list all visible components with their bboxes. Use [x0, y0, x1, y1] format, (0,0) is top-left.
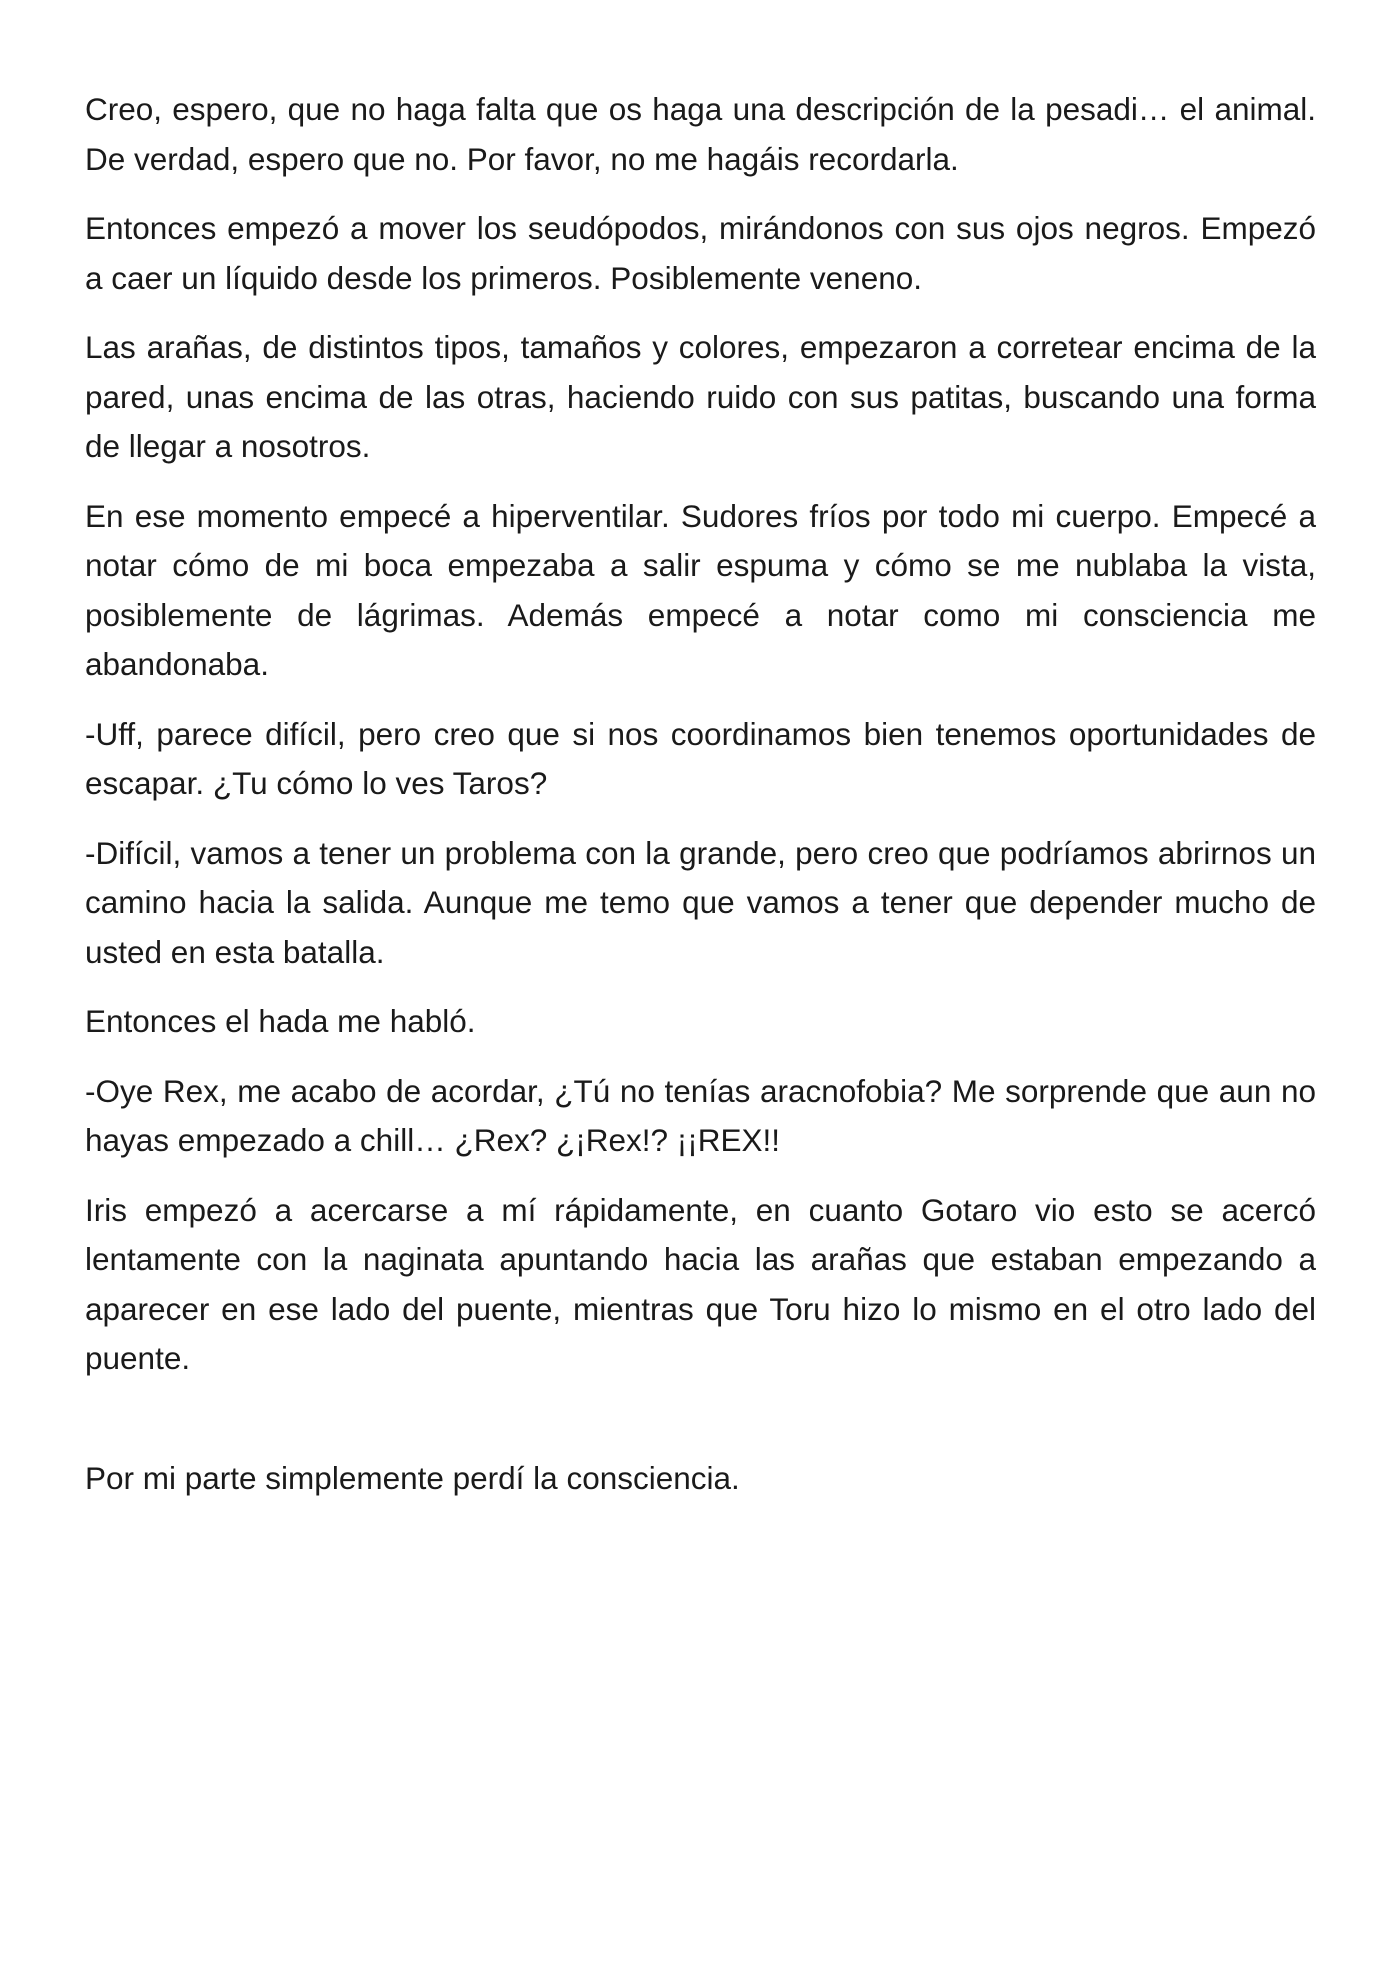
paragraph-8: -Oye Rex, me acabo de acordar, ¿Tú no tenías aracnofobia? Me sorprende que aun no hayas empezado a chill… ¿Rex? ¿¡Rex!? ¡¡REX!! — [85, 1072, 1316, 1158]
paragraph-5: -Uff, parece difícil, pero creo que si nos coordinamos bien tenemos oportunidades de escapar. ¿Tu cómo lo ves Taros? — [85, 715, 1316, 801]
paragraph-9: Iris empezó a acercarse a mí rápidamente, en cuanto Gotaro vio esto se acercó lentamente con la naginata apuntando hacia las arañas que estaban empezando a aparecer en ese lado del puente, mientras que Toru hizo lo mismo en el otro lado del puente. — [85, 1191, 1316, 1376]
paragraph-6: -Difícil, vamos a tener un problema con la grande, pero creo que podríamos abrirnos un camino hacia la salida. Aunque me temo que vamos a tener que depender mucho de usted en esta batalla. — [85, 834, 1316, 970]
paragraph-10: Por mi parte simplemente perdí la consciencia. — [85, 1459, 740, 1496]
paragraph-1: Creo, espero, que no haga falta que os haga una descripción de la pesadi… el animal. De verdad, espero que no. Por favor, no me hagáis recordarla. — [85, 91, 1316, 177]
paragraph-7: Entonces el hada me habló. — [85, 1003, 476, 1039]
paragraph-4: En ese momento empecé a hiperventilar. Sudores fríos por todo mi cuerpo. Empecé a notar cómo de mi boca empezaba a salir espuma y cómo se me nublaba la vista, posiblemente de lágrimas. Además empecé a notar como mi consciencia me abandonaba. — [85, 497, 1316, 682]
paragraph-3: Las arañas, de distintos tipos, tamaños y colores, empezaron a corretear encima de la pared, unas encima de las otras, haciendo ruido con sus patitas, buscando una forma de llegar a nosotros. — [85, 329, 1316, 464]
document-page — [85, 85, 1316, 1523]
paragraph-2: Entonces empezó a mover los seudópodos, mirándonos con sus ojos negros. Empezó a caer un líquido desde los primeros. Posiblemente veneno. — [85, 210, 1316, 296]
